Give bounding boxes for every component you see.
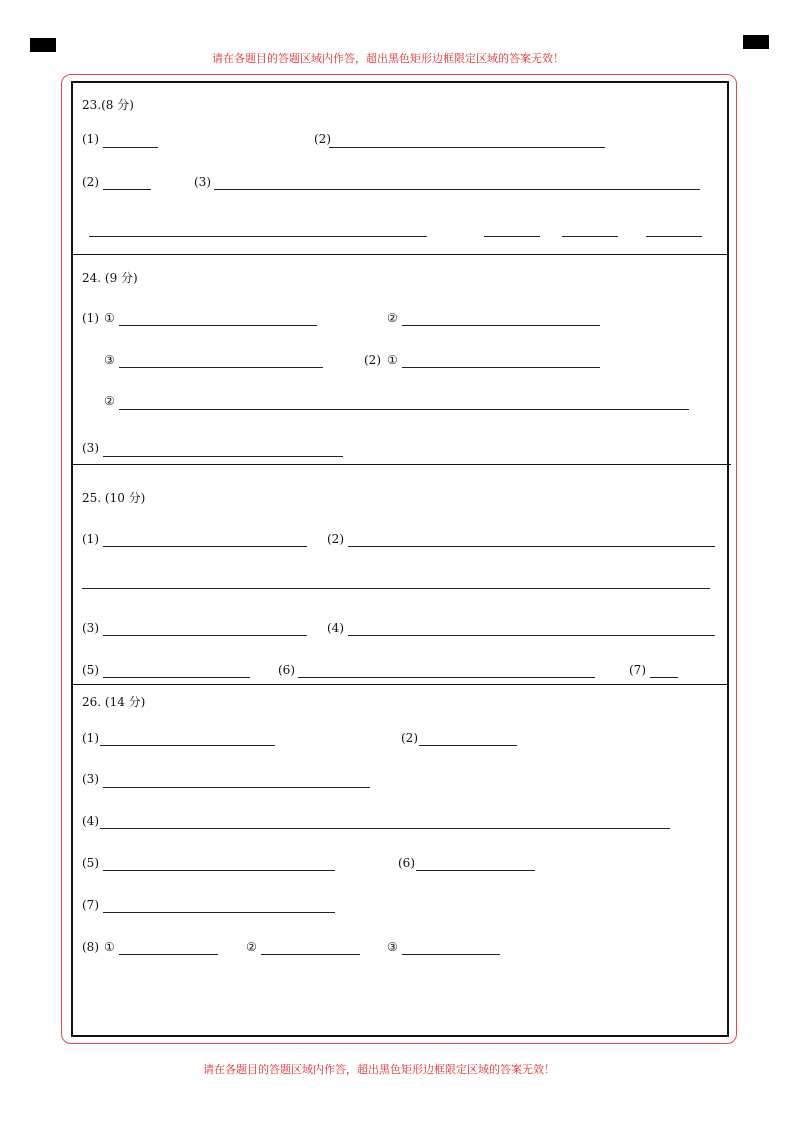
q26-part7-blank[interactable] [103, 912, 335, 913]
q24-part1-blank2[interactable] [402, 325, 600, 326]
q26-part3-label: (3) [82, 772, 99, 786]
q23-part3-blank[interactable] [214, 189, 700, 190]
q24-part3-label: (3) [82, 441, 99, 455]
q23-part1-label: (1) [82, 132, 99, 146]
q26-circle-1: ① [104, 940, 115, 954]
q25-part3-blank[interactable] [103, 635, 307, 636]
q25-title: 25. (10 分) [82, 491, 146, 505]
section-divider-23-24 [73, 254, 727, 255]
q23-line-short-2[interactable] [562, 236, 618, 237]
q26-part7-label: (7) [82, 898, 99, 912]
q24-part1-label: (1) [82, 311, 99, 325]
q24-part1-blank3[interactable] [119, 367, 323, 368]
q26-circle-3: ③ [387, 940, 398, 954]
q25-part1-label: (1) [82, 532, 99, 546]
q24-circle-2b: ② [104, 394, 115, 408]
q23-line-long[interactable] [89, 236, 427, 237]
q25-part3-label: (3) [82, 621, 99, 635]
q26-part8-label: (8) [82, 940, 99, 954]
top-notice: 请在各题目的答题区域内作答，超出黑色矩形边框限定区域的答案无效！ [212, 52, 564, 65]
q26-part8-blank3[interactable] [402, 954, 500, 955]
q26-part4-label: (4) [82, 814, 99, 828]
q25-part2-blank[interactable] [348, 546, 715, 547]
q26-title: 26. (14 分) [82, 695, 146, 709]
q26-part6-blank[interactable] [416, 870, 535, 871]
q25-part1-blank[interactable] [103, 546, 307, 547]
q24-circle-3: ③ [104, 353, 115, 367]
q26-part1-blank[interactable] [100, 745, 275, 746]
q24-circle-1b: ① [387, 353, 398, 367]
q24-part2-blank1[interactable] [402, 367, 600, 368]
q26-part3-blank[interactable] [103, 787, 370, 788]
answer-area-black-border [71, 81, 729, 1037]
q26-circle-2: ② [246, 940, 257, 954]
q23-part2b-blank[interactable] [103, 189, 151, 190]
q25-part4-label: (4) [327, 621, 344, 635]
q24-part1-blank1[interactable] [119, 325, 317, 326]
q25-part6-label: (6) [278, 663, 295, 677]
registration-marker-right [743, 35, 769, 49]
q26-part1-label: (1) [82, 731, 99, 745]
q25-part6-blank[interactable] [298, 677, 595, 678]
q25-part7-label: (7) [629, 663, 646, 677]
q25-part4-blank[interactable] [348, 635, 715, 636]
q23-line-short-1[interactable] [484, 236, 540, 237]
q23-part2-blank[interactable] [329, 147, 605, 148]
q26-part8-blank2[interactable] [261, 954, 360, 955]
q24-part3-blank[interactable] [103, 456, 343, 457]
q26-part2-blank[interactable] [419, 745, 517, 746]
q25-part2-blank-continued[interactable] [82, 588, 710, 589]
q23-part3-label: (3) [194, 175, 211, 189]
section-divider-25-26 [73, 684, 727, 685]
q23-part2-label: (2) [314, 132, 331, 146]
q25-part5-label: (5) [82, 663, 99, 677]
q26-part5-label: (5) [82, 856, 99, 870]
q24-title: 24. (9 分) [82, 271, 138, 285]
q25-part2-label: (2) [327, 532, 344, 546]
q26-part4-blank[interactable] [100, 828, 670, 829]
q26-part8-blank1[interactable] [119, 954, 218, 955]
q24-circle-2: ② [387, 311, 398, 325]
q26-part2-label: (2) [401, 731, 418, 745]
q23-part1-blank[interactable] [103, 147, 158, 148]
q23-line-short-3[interactable] [646, 236, 702, 237]
q24-part2-blank2[interactable] [119, 409, 689, 410]
q24-circle-1: ① [104, 311, 115, 325]
q23-title: 23.(8 分) [82, 98, 134, 112]
registration-marker-left [30, 38, 56, 52]
q25-part7-blank[interactable] [650, 677, 678, 678]
q23-part2b-label: (2) [82, 175, 99, 189]
q26-part5-blank[interactable] [103, 870, 335, 871]
q26-part6-label: (6) [398, 856, 415, 870]
section-divider-24-25 [73, 464, 731, 465]
q25-part5-blank[interactable] [103, 677, 250, 678]
bottom-notice: 请在各题目的答题区域内作答，超出黑色矩形边框限定区域的答案无效！ [203, 1063, 555, 1076]
q24-part2-label: (2) [364, 353, 381, 367]
